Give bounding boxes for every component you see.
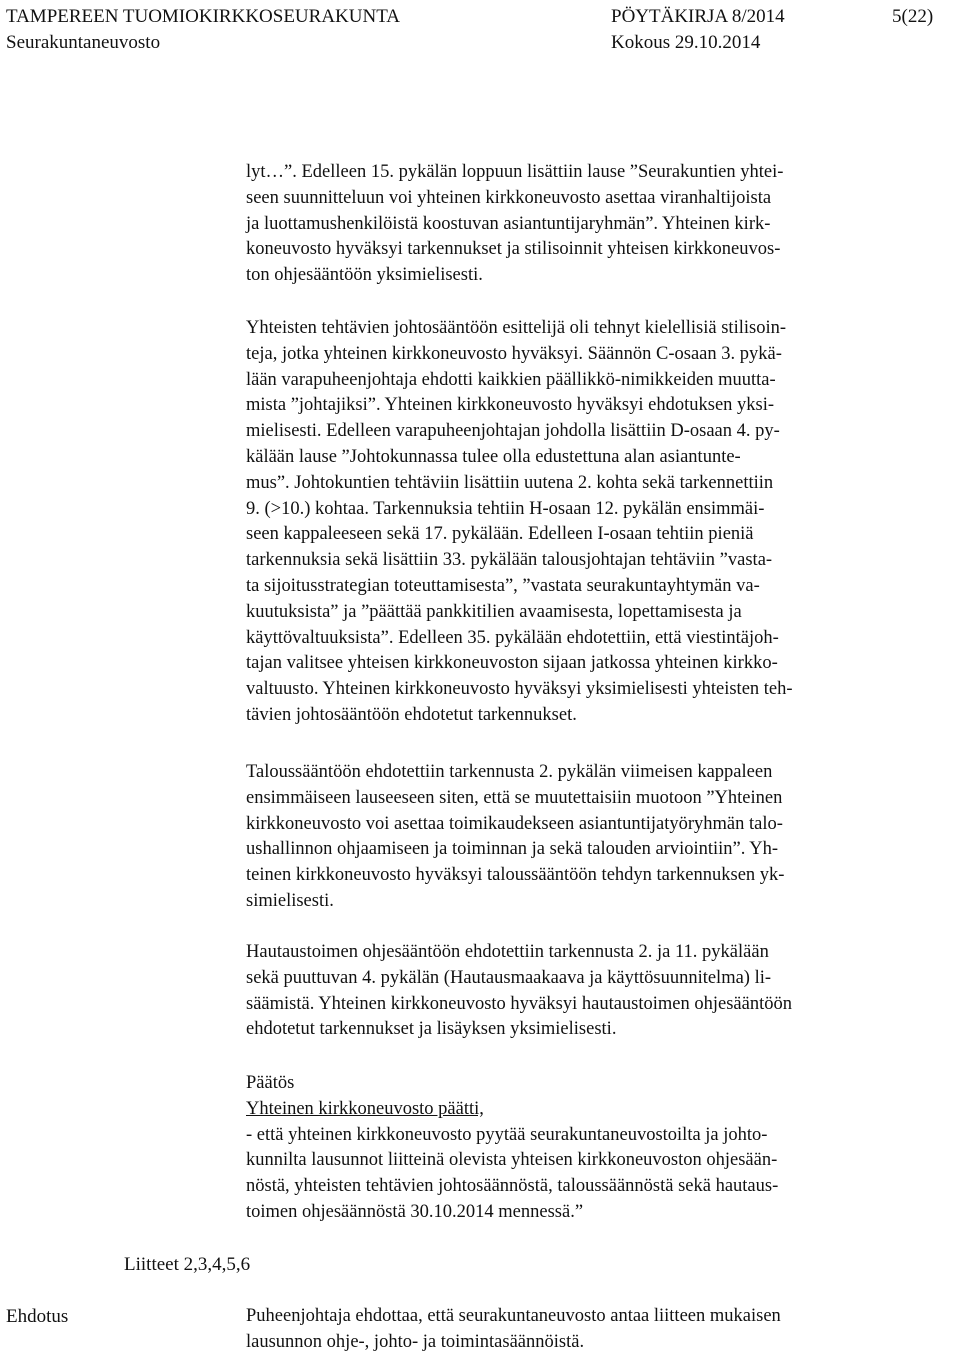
text-line: kuutuksista” ja ”päättää pankkitilien avaamisesta, lopettamisesta ja bbox=[246, 601, 742, 622]
paragraph-hautaustoimi bbox=[246, 940, 910, 1043]
text-line: lausunnon ohje-, johto- ja toimintasäännöistä. bbox=[246, 1331, 585, 1352]
text-line: säämistä. Yhteinen kirkkoneuvosto hyväksyi hautaustoimen ohjesääntöön bbox=[246, 993, 792, 1014]
text-line: valtuusto. Yhteinen kirkkoneuvosto hyväksyi yksimielisesti yhteisten teh- bbox=[246, 679, 793, 700]
text-line: tajan valitsee yhteisen kirkkoneuvoston sijaan jatkossa yhteinen kirkko- bbox=[246, 653, 778, 674]
text-line: toimen ohjesäännöstä 30.10.2014 mennessä.” bbox=[246, 1201, 584, 1222]
text-line: mista ”johtajiksi”. Yhteinen kirkkoneuvosto hyväksyi ehdotuksen yksi- bbox=[246, 395, 775, 416]
decision-heading: Päätös bbox=[246, 1073, 295, 1093]
text-line: Taloussääntöön ehdotettiin tarkennusta 2. pykälän viimeisen kappaleen bbox=[246, 762, 773, 782]
text-line: - että yhteinen kirkkoneuvosto pyytää seurakuntaneuvostoilta ja johto- bbox=[246, 1124, 768, 1145]
text-line: teinen kirkkoneuvosto hyväksyi taloussääntöön tehdyn tarkennuksen yk- bbox=[246, 865, 785, 886]
text-line: koneuvosto hyväksyi tarkennukset ja stilisoinnit yhteisen kirkkoneuvos- bbox=[246, 239, 781, 260]
header-document-title: PÖYTÄKIRJA 8/2014 bbox=[611, 6, 785, 27]
paragraph-johtosaanto bbox=[246, 316, 910, 729]
text-line: Hautaustoimen ohjesääntöön ehdotettiin tarkennusta 2. ja 11. pykälään bbox=[246, 942, 769, 962]
text-line: mus”. Johtokuntien tehtäviin lisättiin uutena 2. kohta sekä tarkennettiin bbox=[246, 472, 774, 493]
text-line: 9. (>10.) kohtaa. Tarkennuksia tehtiin H-osaan 12. pykälän ensimmäi- bbox=[246, 498, 765, 519]
header-page-number: 5(22) bbox=[892, 6, 934, 27]
text-line: nöstä, yhteisten tehtävien johtosäännöstä, taloussäännöstä sekä hautaus- bbox=[246, 1176, 779, 1197]
header-organization: TAMPEREEN TUOMIOKIRKKOSEURAKUNTA bbox=[6, 6, 401, 27]
text-line: Yhteisten tehtävien johtosääntöön esittelijä oli tehnyt kielellisiä stilisoin- bbox=[246, 318, 786, 338]
text-line: ton ohjesääntöön yksimielisesti. bbox=[246, 265, 483, 286]
text-line: lään varapuheenjohtaja ehdotti kaikkien päällikkö-nimikkeiden muutta- bbox=[246, 369, 776, 390]
header-body-name: Seurakuntaneuvosto bbox=[6, 32, 161, 53]
paragraph-taloussaanto bbox=[246, 760, 910, 915]
text-line: teja, jotka yhteinen kirkkoneuvosto hyväksyi. Säännön C-osaan 3. pykä- bbox=[246, 343, 782, 364]
text-line: tävien johtosääntöön ehdotetut tarkennukset. bbox=[246, 704, 577, 725]
text-line: lyt…”. Edelleen 15. pykälän loppuun lisättiin lause ”Seurakuntien yhtei- bbox=[246, 162, 784, 182]
text-line: ta sijoitusstrategian toteuttamisesta”, ”vastata seurakuntayhtymän va- bbox=[246, 575, 760, 596]
text-line: käyttövaltuuksista”. Edelleen 35. pykälään ehdotettiin, että viestintäjoh- bbox=[246, 627, 779, 648]
text-line: kunnilta lausunnot liitteinä olevista yhteisen kirkkoneuvoston ohjesään- bbox=[246, 1150, 778, 1171]
text-line: Puheenjohtaja ehdottaa, että seurakuntaneuvosto antaa liitteen mukaisen bbox=[246, 1306, 781, 1326]
header-meeting-date: Kokous 29.10.2014 bbox=[611, 32, 761, 53]
attachments-label: Liitteet 2,3,4,5,6 bbox=[124, 1254, 251, 1275]
text-line: ushallinnon ohjaamiseen ja toiminnan ja sekä talouden arviointiin”. Yh- bbox=[246, 839, 779, 860]
text-line: tarkennuksia sekä lisättiin 33. pykälään talousjohtajan tehtäviin ”vasta- bbox=[246, 550, 773, 571]
text-line: sekä puuttuvan 4. pykälän (Hautausmaakaava ja käyttösuunnitelma) li- bbox=[246, 967, 772, 988]
text-line: mielisesti. Edelleen varapuheenjohtajan johdolla lisättiin D-osaan 4. py- bbox=[246, 421, 780, 442]
text-line: seen suunnitteluun voi yhteinen kirkkoneuvosto asettaa viranhaltijoista bbox=[246, 187, 772, 208]
text-line: seen kappaleeseen sekä 17. pykälään. Edelleen I-osaan tehtiin pieniä bbox=[246, 524, 754, 545]
paragraph-ohjesaanto bbox=[246, 160, 910, 289]
text-line: ja luottamushenkilöistä koostuvan asiantuntijaryhmän”. Yhteinen kirk- bbox=[246, 213, 771, 234]
text-line: kälään lause ”Johtokunnassa tulee olla edustettuna alan asiantunte- bbox=[246, 446, 741, 467]
text-line: ensimmäiseen lauseeseen siten, että se muutettaisiin muotoon ”Yhteinen bbox=[246, 787, 783, 808]
proposal-label: Ehdotus bbox=[6, 1306, 69, 1327]
decision-subheading: Yhteinen kirkkoneuvosto päätti, bbox=[246, 1098, 484, 1119]
proposal-text bbox=[246, 1304, 910, 1356]
text-line: simielisesti. bbox=[246, 890, 334, 911]
decision-section bbox=[246, 1071, 910, 1226]
text-line: kirkkoneuvosto voi asettaa toimikaudekseen asiantuntijatyöryhmän talo- bbox=[246, 813, 783, 834]
text-line: ehdotetut tarkennukset ja lisäyksen yksimielisesti. bbox=[246, 1019, 617, 1040]
